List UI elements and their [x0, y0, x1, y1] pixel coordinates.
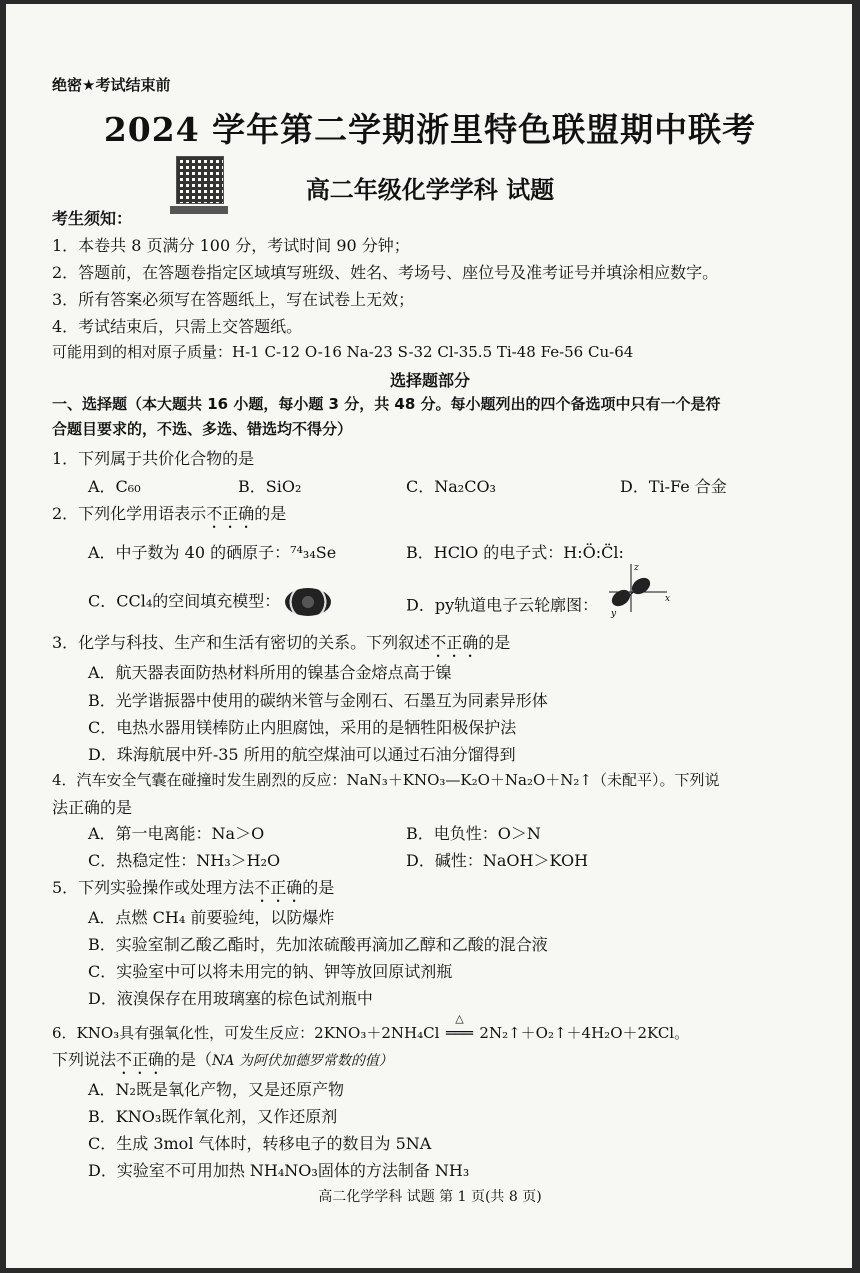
exam-title: 2024 学年第二学期浙里特色联盟期中联考: [103, 110, 757, 149]
svg-text:z: z: [634, 563, 639, 573]
qr-caption: [170, 206, 228, 214]
svg-text:y: y: [611, 609, 617, 619]
q4-option-c: C．热稳定性：NH₃＞H₂O: [88, 851, 281, 870]
notice-item: 3．所有答案必须写在答题纸上，写在试卷上无效；: [52, 290, 415, 309]
secret-label: 绝密★考试结束前: [52, 76, 171, 94]
q1-option-a: A．C₆₀: [88, 477, 141, 496]
question-4-stem: 4．汽车安全气囊在碰撞时发生剧烈的反应：NaN₃＋KNO₃—K₂O＋Na₂O＋N₂↑（未配平）。下列说: [52, 771, 720, 789]
q1-option-b: B．SiO₂: [238, 477, 302, 496]
q1-option-d: D．Ti-Fe 合金: [620, 477, 727, 496]
notice-item: 2．答题前，在答题卷指定区域填写班级、姓名、考场号、座位号及准考证号并填涂相应数字。: [52, 263, 719, 282]
q6-option-a: A．N₂既是氧化产物，又是还原产物: [88, 1080, 344, 1099]
q4-option-b: B．电负性：O＞N: [406, 824, 541, 843]
heating-condition-arrow: △ ═══: [445, 1012, 473, 1042]
q5-option-c: C．实验室中可以将未用完的钠、钾等放回原试剂瓶: [88, 962, 453, 981]
q5-option-b: B．实验室制乙酸乙酯时，先加浓硫酸再滴加乙醇和乙酸的混合液: [88, 935, 548, 954]
notice-item: 1．本卷共 8 页满分 100 分，考试时间 90 分钟；: [52, 236, 410, 255]
question-1-stem: 1．下列属于共价化合物的是: [52, 449, 255, 468]
question-4-stem-cont: 法正确的是: [52, 798, 133, 817]
q2-option-c: C．CCl₄的空间填充模型：: [88, 588, 331, 616]
notice-item: 4．考试结束后，只需上交答题纸。: [52, 317, 303, 336]
q5-option-a: A．点燃 CH₄ 前要验纯，以防爆炸: [88, 908, 335, 927]
question-6-stem-cont: 下列说法不正确的是（NA 为阿伏加德罗常数的值）: [52, 1050, 393, 1069]
q6-option-b: B．KNO₃既作氧化剂，又作还原剂: [88, 1107, 338, 1126]
question-6-stem: 6．KNO₃具有强氧化性，可发生反应：2KNO₃＋2NH₄Cl △ ═══ 2N₂↑＋O₂↑＋4H₂O＋2KCl。: [52, 1012, 690, 1042]
question-5-stem: 5．下列实验操作或处理方法不正确的是: [52, 878, 335, 897]
svg-text:x: x: [665, 594, 671, 604]
q3-option-b: B．光学谐振器中使用的碳纳米管与金刚石、石墨互为同素异形体: [88, 691, 548, 710]
section-instructions: 一、选择题（本大题共 16 小题，每小题 3 分，共 48 分。每小题列出的四个备选项中只有一个是符: [52, 395, 721, 413]
question-3-stem: 3．化学与科技、生产和生活有密切的关系。下列叙述不正确的是: [52, 633, 511, 652]
selenium-symbol: ⁷⁴₃₄Se: [290, 543, 337, 562]
q5-option-d: D．液溴保存在用玻璃塞的棕色试剂瓶中: [88, 989, 373, 1008]
q3-option-c: C．电热水器用镁棒防止内胆腐蚀，采用的是牺牲阳极保护法: [88, 718, 517, 737]
exam-subtitle: 高二年级化学学科 试题: [305, 175, 555, 204]
section-instructions-cont: 合题目要求的，不选、多选、错选均不得分）: [52, 420, 353, 438]
q3-option-d: D．珠海航展中歼-35 所用的航空煤油可以通过石油分馏得到: [88, 745, 516, 764]
section-title: 选择题部分: [389, 371, 470, 390]
q1-option-c: C．Na₂CO₃: [406, 477, 496, 496]
q4-option-d: D．碱性：NaOH＞KOH: [406, 851, 589, 870]
hclo-electron-formula: H:Ö:C̈l:: [563, 543, 624, 562]
q6-option-c: C．生成 3mol 气体时，转移电子的数目为 5NA: [88, 1134, 432, 1153]
q2-option-d: D．py轨道电子云轮廓图： z x y: [406, 588, 673, 624]
question-2-stem: 2．下列化学用语表示不正确的是: [52, 504, 287, 523]
atomic-masses: 可能用到的相对原子质量：H-1 C-12 O-16 Na-23 S-32 Cl-35.5 Ti-48 Fe-56 Cu-64: [52, 343, 634, 361]
ccl4-space-filling-model-icon: [285, 588, 331, 616]
page-footer: 高二化学学科 试题 第 1 页(共 8 页): [318, 1189, 542, 1205]
q6-option-d: D．实验室不可用加热 NH₄NO₃固体的方法制备 NH₃: [88, 1161, 470, 1180]
q3-option-a: A．航天器表面防热材料所用的镍基合金熔点高于镍: [88, 663, 452, 682]
notice-heading: 考生须知：: [52, 209, 133, 228]
py-orbital-diagram-icon: [603, 560, 673, 624]
q2-option-b: B．HClO 的电子式：H:Ö:C̈l:: [406, 543, 624, 562]
q4-option-a: A．第一电离能：Na＞O: [88, 824, 265, 843]
q2-option-a: A．中子数为 40 的硒原子：⁷⁴₃₄Se: [88, 543, 337, 562]
